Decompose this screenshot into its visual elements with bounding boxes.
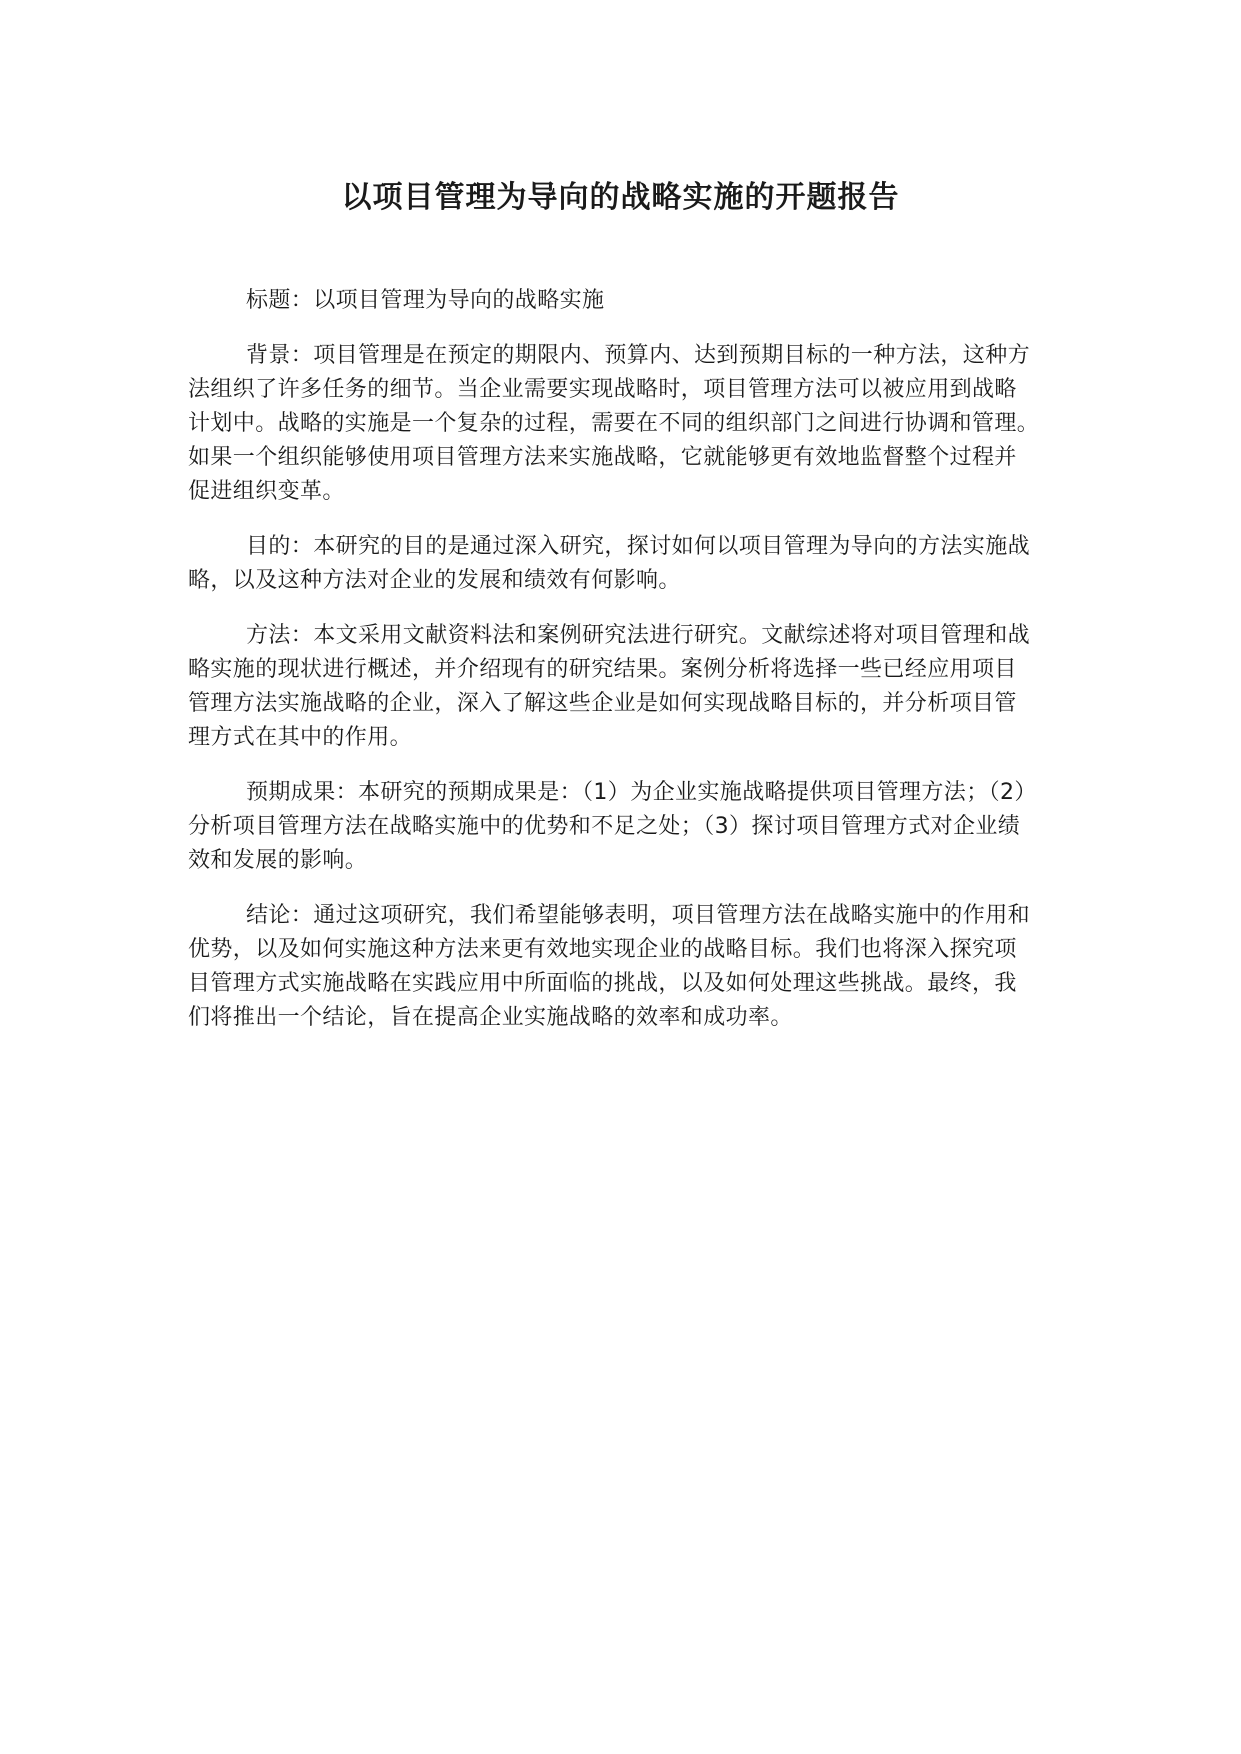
paragraph-line: 如果一个组织能够使用项目管理方法来实施战略，它就能够更有效地监督整个过程并: [188, 445, 1017, 470]
document-body: [188, 284, 1073, 1056]
paragraph-conclusion: [188, 899, 1073, 1035]
paragraph-line: 背景：项目管理是在预定的期限内、预算内、达到预期目标的一种方法，这种方: [246, 343, 1031, 368]
paragraph-line: 略实施的现状进行概述，并介绍现有的研究结果。案例分析将选择一些已经应用项目: [188, 657, 1017, 682]
paragraph-line: 方法：本文采用文献资料法和案例研究法进行研究。文献综述将对项目管理和战: [246, 623, 1031, 648]
paragraph-line: 略，以及这种方法对企业的发展和绩效有何影响。: [188, 568, 681, 593]
paragraph-line: 预期成果：本研究的预期成果是：（1）为企业实施战略提供项目管理方法；（2）: [246, 780, 1037, 805]
paragraph-expected-results: [188, 776, 1073, 878]
paragraph-line: 目的：本研究的目的是通过深入研究，探讨如何以项目管理为导向的方法实施战: [246, 534, 1031, 559]
paragraph-line: 优势，以及如何实施这种方法来更有效地实现企业的战略目标。我们也将深入探究项: [188, 937, 1017, 962]
paragraph-line: 们将推出一个结论，旨在提高企业实施战略的效率和成功率。: [188, 1005, 793, 1030]
document-title: 以项目管理为导向的战略实施的开题报告: [341, 180, 900, 215]
paragraph-line: 效和发展的影响。: [188, 848, 368, 873]
paragraph-line: 分析项目管理方法在战略实施中的优势和不足之处；（3）探讨项目管理方式对企业绩: [188, 814, 1021, 839]
paragraph-line: 促进组织变革。: [188, 479, 345, 504]
paragraph-line: 计划中。战略的实施是一个复杂的过程，需要在不同的组织部门之间进行协调和管理。: [188, 411, 1040, 436]
paragraph-line: 法组织了许多任务的细节。当企业需要实现战略时，项目管理方法可以被应用到战略: [188, 377, 1017, 402]
paragraph-title: [188, 284, 1073, 318]
paragraph-method: [188, 619, 1073, 755]
paragraph-line: 管理方法实施战略的企业，深入了解这些企业是如何实现战略目标的，并分析项目管: [188, 691, 1017, 716]
paragraph-purpose: [188, 530, 1073, 598]
paragraph-background: [188, 339, 1073, 509]
paragraph-line: 理方式在其中的作用。: [188, 725, 413, 750]
paragraph-line: 目管理方式实施战略在实践应用中所面临的挑战，以及如何处理这些挑战。最终，我: [188, 971, 1017, 996]
paragraph-line: 标题：以项目管理为导向的战略实施: [246, 288, 605, 313]
paragraph-line: 结论：通过这项研究，我们希望能够表明，项目管理方法在战略实施中的作用和: [246, 903, 1031, 928]
